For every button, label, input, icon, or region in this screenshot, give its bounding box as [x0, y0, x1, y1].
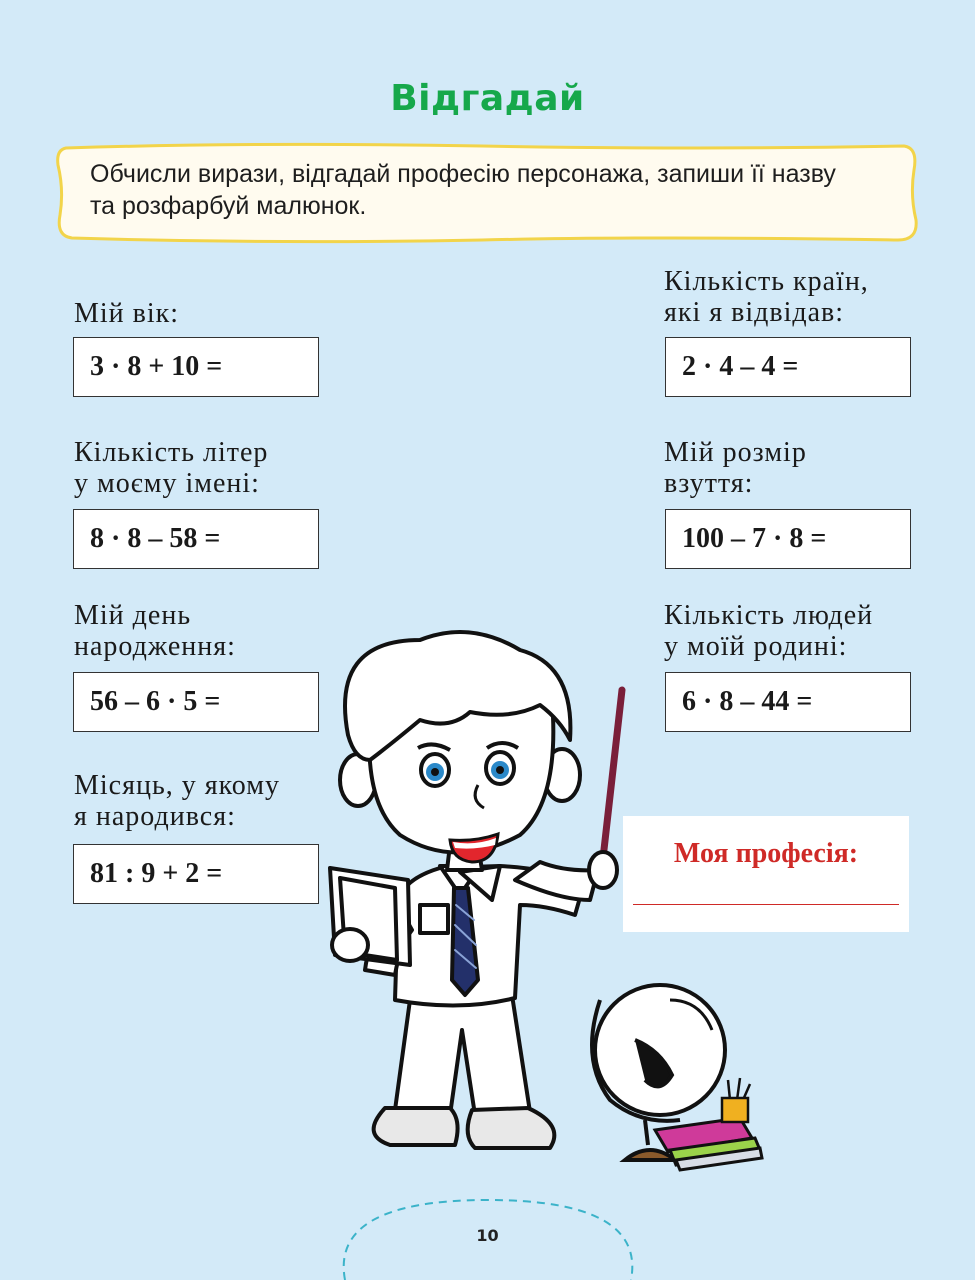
- answer-box-countries[interactable]: 2 · 4 – 4 =: [665, 337, 911, 397]
- task-label-line: у моїй родині:: [664, 631, 848, 662]
- answer-box-shoe-size[interactable]: 100 – 7 · 8 =: [665, 509, 911, 569]
- answer-box-birth-month[interactable]: 81 : 9 + 2 =: [73, 844, 319, 904]
- pencil-cup-icon: [722, 1078, 750, 1122]
- task-label-line: Кількість людей: [664, 600, 874, 631]
- task-label-line: Місяць, у якому: [74, 770, 280, 801]
- answer-box-age[interactable]: 3 · 8 + 10 =: [73, 337, 319, 397]
- task-label-line: я народився:: [74, 801, 236, 832]
- task-label-line: Мій день: [74, 600, 192, 631]
- page-title: Відгадай: [390, 78, 585, 119]
- answer-box-family[interactable]: 6 · 8 – 44 =: [665, 672, 911, 732]
- instruction-line-1: Обчисли вирази, відгадай професію персонажа, запиши її назву: [90, 160, 836, 188]
- task-label-line: Мій вік:: [74, 298, 180, 329]
- task-label-line: у моєму імені:: [74, 468, 260, 499]
- profession-label: Моя професія:: [673, 838, 859, 869]
- task-label-line: взуття:: [664, 468, 754, 499]
- task-label-line: Мій розмір: [664, 437, 807, 468]
- instruction-line-2: та розфарбуй малюнок.: [90, 192, 367, 220]
- task-label-line: народження:: [74, 631, 236, 662]
- answer-box-birthday[interactable]: 56 – 6 · 5 =: [73, 672, 319, 732]
- books-icon: [655, 1118, 762, 1170]
- answer-box-name-letters[interactable]: 8 · 8 – 58 =: [73, 509, 319, 569]
- page-number: 10: [476, 1226, 499, 1245]
- task-label-line: які я відвідав:: [664, 297, 845, 328]
- task-label-line: Кількість літер: [74, 437, 269, 468]
- task-label-line: Кількість країн,: [664, 266, 869, 297]
